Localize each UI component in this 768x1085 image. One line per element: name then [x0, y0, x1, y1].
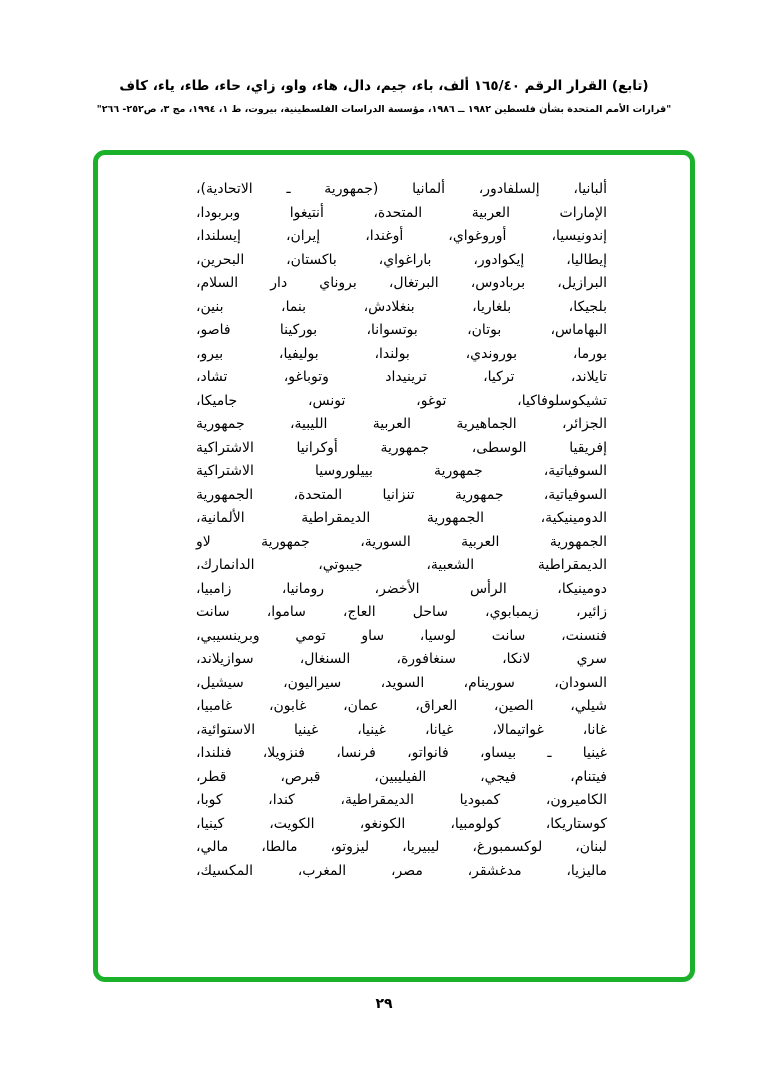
country-list-line: الديمقراطية الشعبية، جيبوتي، الدانمارك، [196, 557, 607, 573]
country-list-line: إفريقيا الوسطى، جمهورية أوكرانيا الاشتراكية [196, 439, 607, 456]
country-list-line: الجمهورية العربية السورية، جمهورية لاو [196, 533, 607, 550]
country-list-line: غانا، غواتيمالا، غيانا، غينيا، غينيا الاستوائية، [196, 721, 607, 738]
country-list-line: ألبانيا، إلسلفادور، ألمانيا (جمهورية ـ الاتحادية)، [196, 181, 607, 197]
country-list-line: الدومينيكية، الجمهورية الديمقراطية الألمانية، [196, 510, 607, 526]
country-list-line: كوستاريكا، كولومبيا، الكونغو، الكويت، كينيا، [196, 815, 607, 832]
country-list-line: تايلاند، تركيا، ترينيداد وتوباغو، تشاد، [196, 369, 607, 385]
country-list-line: السوفياتية، جمهورية بييلوروسيا الاشتراكية [196, 463, 607, 479]
country-list-line: ماليزيا، مدغشقر، مصر، المغرب، المكسيك، [196, 862, 607, 879]
country-list-line: الإمارات العربية المتحدة، أنتيغوا وبربودا، [196, 204, 607, 221]
country-list-line: فنسنت، سانت لوسيا، ساو تومي وبرينسيبي، [196, 627, 607, 644]
source-citation: "قرارات الأمم المتحدة بشأن فلسطين ١٩٨٢ ــ ١٩٨٦، مؤسسة الدراسات الفلسطينية، بيروت، ط ١، ١٩٩٤، مج ٣، ص٢٥٢- ٢٦٦" [96, 104, 672, 115]
country-list-line: السودان، سورينام، السويد، سيراليون، سيشيل، [196, 674, 607, 691]
country-list-line: سري لانكا، سنغافورة، السنغال، سوازيلاند، [196, 651, 607, 667]
country-list [196, 178, 607, 883]
country-list-line: زائير، زيمبابوي، ساحل العاج، ساموا، سانت [196, 604, 607, 620]
country-list-line: فيتنام، فيجي، الفيليبين، قبرص، قطر، [196, 768, 607, 785]
country-list-line: إيطاليا، إيكوادور، باراغواي، باكستان، البحرين، [196, 251, 607, 268]
page-number: ٢٩ [375, 996, 393, 1012]
country-list-line: بلجيكا، بلغاريا، بنغلادش، بنما، بنين، [196, 298, 607, 315]
country-list-line: غينيا ـ بيساو، فانواتو، فرنسا، فنزويلا، فنلندا، [196, 745, 607, 761]
country-list-line: البهاماس، بوتان، بوتسوانا، بوركينا فاصو، [196, 322, 607, 338]
country-list-line: السوفياتية، جمهورية تنزانيا المتحدة، الجمهورية [196, 486, 607, 503]
country-list-line: الجزائر، الجماهيرية العربية الليبية، جمهورية [196, 416, 607, 432]
country-list-border-box [93, 150, 695, 982]
country-list-line: لبنان، لوكسمبورغ، ليبيريا، ليزوتو، مالطا، مالي، [196, 839, 607, 855]
country-list-line: شيلي، الصين، العراق، عمان، غابون، غامبيا، [196, 698, 607, 714]
country-list-line: تشيكوسلوفاكيا، توغو، تونس، جاميكا، [196, 392, 607, 409]
country-list-line: بورما، بوروندي، بولندا، بوليفيا، بيرو، [196, 345, 607, 362]
resolution-title: (تابع) القرار الرقم ١٦٥/٤٠ ألف، باء، جيم، دال، هاء، واو، زاي، حاء، طاء، ياء، كاف [119, 78, 649, 94]
page-header [0, 76, 768, 117]
country-list-line: دومينيكا، الرأس الأخضر، رومانيا، زامبيا، [196, 580, 607, 597]
country-list-line: الكاميرون، كمبوديا الديمقراطية، كندا، كوبا، [196, 792, 607, 808]
country-list-line: البرازيل، بربادوس، البرتغال، بروناي دار السلام، [196, 275, 607, 291]
country-list-line: إندونيسيا، أوروغواي، أوغندا، إيران، إيسلندا، [196, 228, 607, 244]
